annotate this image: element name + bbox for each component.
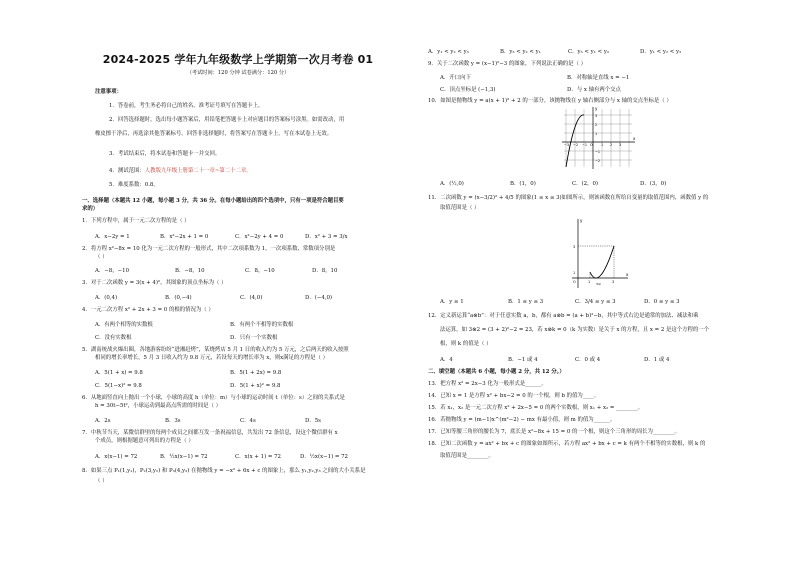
question-12: 12．定义新运算“a⊗b”：对于任意实数 a，b，都有 a⊗b = (a + b)²−b，其中等式右边是通常的加法、减法和乘 (428, 313, 699, 319)
question-11-cont: 取值范围是（ ） (440, 205, 480, 211)
q4-option-a: A．有两个相等的实数根 (95, 322, 153, 328)
tick-label: −2 (595, 159, 600, 163)
x-axis-label: x (633, 136, 636, 141)
q6-option-d: D．5s (305, 418, 321, 424)
question-3: 3．对于二次函数 y = 3(x + 4)²，其图象的顶点坐标为（ ） (82, 280, 227, 286)
q2-option-d: D．8，10 (312, 268, 338, 274)
question-7: 7．中秋节当天，某微信群里的每两个成员之间都互发一条祝福信息，共发出 72 条信息，设这个微信群有 x (82, 430, 338, 436)
question-16: 16．若抛物线 y = (m−1)x^(m²−2) − mx 有最小值，则 m 的值为______。 (428, 417, 616, 423)
parabola-curve (590, 246, 614, 278)
question-8-cont: （ ） (95, 478, 108, 484)
q11-option-b: B．1 ≤ y ≤ 3 (508, 299, 544, 305)
question-12-cont: 法运算，如 3⊗2 = (3 + 2)²−2 = 23，若 x⊗k = 0（k 为实数）是关于 x 的方程，且 x = 2 是这个方程的一个 (440, 327, 710, 333)
page-subtitle: （考试时间：120 分钟 试卷满分：120 分） (186, 70, 290, 76)
question-9: 9．关于二次函数 y = (x−1)²−3 的图象，下列说法正确的是（ ） (428, 61, 587, 67)
q12-option-a: A．4 (440, 357, 453, 363)
q5-option-c: C．5(1−x)² = 9.8 (95, 383, 142, 389)
question-6-cont: h = 30t−5t²，小球运动到最高点所需的时间是（ ） (95, 403, 222, 409)
question-14: 14．已知 x = 1 是方程 x² + bx−2 = 0 的一个根，则 b 的值为____。 (428, 393, 599, 399)
question-10: 10．如图是抛物线 y = a(x + 1)² + 2 的一部分，该抛物线在 y 轴右侧部分与 x 轴的交点坐标是（ ） (428, 98, 672, 104)
q4-option-c: C．没有实数根 (95, 335, 132, 341)
tick-label: −1 (582, 143, 587, 147)
question-5: 5．湖南统战火爆出圈，各地游客纷纷“进湘赶烤”，某烧烤店 5 月 1 日的收入约为 5 万元，之后两天的收入按照 (82, 347, 349, 353)
q3-option-b: B．(0,−4) (165, 295, 192, 301)
tick-label: 1 (588, 280, 591, 284)
q8-option-b: B．y₃ < y₂ < y₁ (500, 49, 541, 55)
note-item: 橡皮擦干净后，再选涂其他答案标号。回答非选择题时，将答案写在答题卡上。写在本试卷上无效。 (95, 131, 333, 137)
q6-option-c: C．4s (240, 418, 256, 424)
q12-option-c: C．0 或 4 (575, 357, 601, 363)
tick-label: 2 (595, 123, 598, 127)
q2-option-c: C．8，−10 (245, 268, 275, 274)
q11-option-d: D．0 ≤ y ≤ 3 (644, 299, 680, 305)
q9-option-d: D．与 x 轴有两个交点 (567, 87, 621, 93)
q5-option-d: D．5(1 + x)² = 9.8 (230, 383, 281, 389)
question-12-cont2: 根，则 k 的值是（ ） (440, 341, 492, 347)
q1-option-a: A．x−2y = 1 (95, 234, 130, 240)
question-17: 17．已知等腰三角形的腰长为 7，底长是 x²−8x + 15 = 0 的一个根，则这个三角形的周长为________。 (428, 429, 680, 435)
q8-option-c: C．y₃ < y₁ < y₂ (568, 49, 610, 55)
question-13: 13．把方程 x² = 2x−3 化为一般形式是______。 (428, 381, 547, 387)
question-5-cont: 相同的增长率增长，5 月 3 日收入约为 9.8 万元，若设每天的增长率为 x，则x满足的方程是（ ） (95, 355, 328, 361)
q7-option-a: A．x(x−1) = 72 (95, 454, 138, 460)
tick-label: −1 (595, 150, 600, 154)
q5-option-b: B．5(1 + 2x) = 9.8 (230, 370, 282, 376)
q9-option-b: B．对称轴是直线 x = −1 (567, 75, 630, 81)
graph-q11 (568, 216, 630, 290)
q10-option-b: B．(1，0) (510, 181, 536, 187)
question-7-cont: 个成员，则根据题意可列出的方程是（ ） (95, 438, 194, 444)
note-item: 2．回答选择题时，选出每小题答案后，用铅笔把答题卡上对应题目的答案标号涂黑。如需改动，用 (109, 117, 345, 123)
q11-option-c: C．3/4 ≤ y ≤ 3 (575, 299, 616, 305)
question-18-cont: 取值范围是________。 (440, 453, 494, 459)
y-axis-label: y (580, 218, 583, 223)
q4-option-d: D．只有一个实数根 (230, 335, 278, 341)
tick-label: −2 (573, 143, 578, 147)
q3-option-c: C．(4,0) (240, 295, 263, 301)
q1-option-c: C．x²−2y + 4 = 0 (235, 234, 284, 240)
q2-option-b: B．−8，10 (175, 268, 205, 274)
tick-label: −3 (564, 143, 569, 147)
page-title: 2024-2025 学年九年级数学上学期第一次月考卷 01 (102, 53, 374, 66)
q2-option-a: A．−8，−10 (95, 268, 129, 274)
note-item: 3．考试结束后，将本试卷和答题卡一并交回。 (109, 151, 221, 157)
q1-option-d: D．x² + 3 = 3/x (305, 234, 348, 240)
question-6: 6．从地面竖直向上抛出一个小球，小球的高度 h（单位：m）与小球的运动时间 t（单位：s）之间的关系式是 (82, 395, 345, 401)
q3-option-d: D．(−4,0) (305, 295, 333, 301)
tick-label: O (590, 143, 593, 147)
q6-option-a: A．2s (95, 418, 111, 424)
q10-option-a: A．(½,0) (440, 181, 464, 187)
q7-option-b: B．½x(x−1) = 72 (160, 454, 208, 460)
tick-label: 1 (601, 143, 604, 147)
q7-option-c: C．x(x + 1) = 72 (235, 454, 281, 460)
note-item: 4．测试范围：人教版九年级上册第二十一章~第二十二章。 (109, 168, 252, 174)
question-11: 11．二次函数 y = (x−3/2)² + 4/5 的图象(1 ≤ x ≤ 3)如图所示，则该函数在所给自变量的取值范围内，函数值 y 的 (428, 195, 709, 201)
y-axis-label: y (595, 106, 598, 111)
note-item: 5．难度系数：0.8。 (109, 182, 159, 188)
question-8: 8．如果三点 P₁(1,y₁)，P₂(3,y₂) 和 P₃(4,y₃) 在抛物线 y = −x² + 6x + c 的图象上，那么 y₁,y₂,y₃ 之间的大小关系是 (82, 468, 366, 474)
test-scope: 人教版九年级上册第二十一章~第二十二章。 (144, 168, 252, 174)
q9-option-a: A．开口向下 (440, 75, 471, 81)
q6-option-b: B．3s (165, 418, 181, 424)
q5-option-a: A．5(1 + x) = 9.8 (95, 370, 143, 376)
tick-label: O (573, 280, 576, 284)
tick-label: 3 (573, 245, 576, 249)
question-2: 2．将方程 x²−8x = 10 化为一元二次方程的一般形式，其中二次项系数为 1，一次项系数、常数项分别是 (82, 246, 336, 252)
q12-option-b: B．−1 或 4 (508, 357, 538, 363)
tick-label: 3 (612, 280, 615, 284)
question-4: 4．一元二次方程 x² + 2x + 3 = 0 的根的情况为（ ） (82, 307, 214, 313)
note-item: 1．答卷前，考生务必将自己的姓名、准考证号填写在答题卡上。 (109, 103, 264, 109)
q8-option-d: D．y₁ < y₂ < y₃ (640, 49, 682, 55)
section-heading-cont: 求的） (82, 206, 99, 212)
question-18: 18．已知二次函数 y = ax² + bx + c 的图象如图所示，若方程 ax² + bx + c = k 有两个不相等的实数根，则 k 的 (428, 441, 706, 447)
tick-label: 2 (610, 143, 613, 147)
q10-option-c: C．(2，0) (572, 181, 598, 187)
tick-label: 1 (595, 132, 598, 136)
q12-option-d: D．1 或 4 (644, 357, 670, 363)
q9-option-c: C．顶点坐标是 (−1,3) (440, 87, 496, 93)
q10-option-d: D．(3，0) (640, 181, 667, 187)
question-15: 15．若 x₁，x₂ 是一元二次方程 x² + 2x−5 = 0 的两个实数根，则 x₁ + x₂ = ________。 (428, 405, 644, 411)
q4-option-b: B．有两个不相等的实数根 (230, 322, 294, 328)
notes-heading: 注意事项： (95, 89, 122, 95)
section-heading: 二、填空题（本题共 6 小题，每小题 2 分，共 12 分。） (428, 369, 565, 375)
question-1: 1．下列方程中，属于一元二次方程的是（ ） (82, 218, 190, 224)
section-heading: 一、选择题（本题共 12 小题，每小题 3 分，共 36 分。在每小题给出的四个选项中，只有一项是符合题目要 (82, 198, 344, 204)
q1-option-b: B．x²−2x + 1 = 0 (160, 234, 209, 240)
x-axis-label: x (626, 272, 629, 277)
q3-option-a: A．(0,4) (95, 295, 118, 301)
question-2-cont: （ ） (95, 254, 108, 260)
q7-option-d: D．½x(x−1) = 72 (300, 454, 348, 460)
q11-option-a: A．y ≥ 1 (440, 299, 464, 305)
graph-q10 (560, 105, 638, 171)
tick-label: 3 (595, 114, 598, 118)
q8-option-a: A．y₁ < y₂ < y₃ (428, 49, 469, 55)
tick-label: 3 (619, 143, 622, 147)
tick-label: 1 (573, 271, 576, 275)
tick-label: 3/2 (596, 282, 601, 286)
